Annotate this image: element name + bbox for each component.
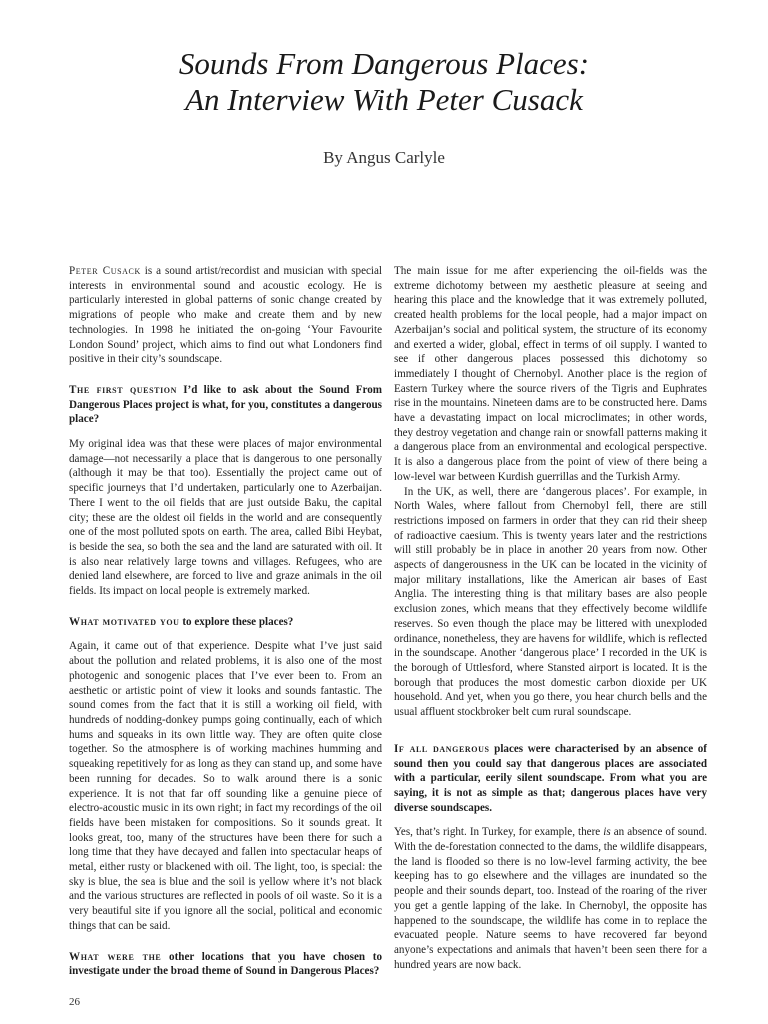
- question-1-text: I’d like to ask about the Sound From Dangerous Places project is what, for you, constitutes a dangerous place?: [69, 383, 382, 426]
- question-3-lead: What were the: [69, 950, 162, 963]
- intro-lead: Peter Cusack: [69, 265, 141, 277]
- question-2-text: to explore these places?: [179, 615, 294, 628]
- answer-3-paragraph-2: In the UK, as well, there are ‘dangerous places’. For example, in North Wales, where fallout from Chernobyl fell, there are still restrictions imposed on farmers in order that they can rid their sheep of radioactive caesium. This is twenty years later and the restrictions will still probably be in place in another 20 years from now. Other aspects of dangerousness in the UK can be located in the vicinity of major military installations, like the American air bases of East Anglia. The interesting thing is that military bases are also people exclusion zones, which means that they effectively become wildlife reserves. So even though the place may be littered with unexploded ordinance, nonetheless, they are havens for wildlife, which is reflected in the soundscape. Another ‘dangerous place’ I recorded in the UK is the borough of Uttlesford, where Stansted airport is located. It is the borough that produces the most domestic carbon dioxide per UK household. And yet, when you go there, you hear church bells and the usual affluent stockbroker belt cum rural soundscape.: [394, 485, 707, 719]
- answer-4-text-start: Yes, that’s right. In Turkey, for example, there: [394, 826, 604, 839]
- question-2: [69, 615, 382, 630]
- answer-2: Again, it came out of that experience. Despite what I’ve just said about the pollution and related problems, it is also one of the most photogenic and sonogenic places that I’ve ever been to. From an aesthetic or artistic point of view it looks and sounds fantastic. The sound comes from the fact that it is still a working oil field, with hundreds of nodding-donkey pumps going continually, each of which hums and squeaks in its own little way. They are often quite close together. So the atmosphere is of working machines humming and squeaking repetitively for as long as they can stand up, and some have been running for decades. So to walk around there is a sonic experience. It is not that far off sounding like a genuine piece of electro-acoustic music in its own right; in fact my recordings of the oil fields have been mistaken for compositions. So it sounds great. It looks great, too, many of the structures have been there for such a long time that they have decayed and fallen into spectacular heaps of metal, either rusty or blackened with oil. The light, too, is special: the sky is blue, the sea is blue and the soil is yellow where it’s not black and the various structures are reflected in pools of oil waste. So it is a very beautiful site if you ignore all the social, political and economic things that can be said.: [69, 640, 383, 932]
- question-4-lead: If all dangerous: [394, 742, 490, 755]
- question-2-lead: What motivated you: [69, 615, 180, 628]
- question-4: [394, 742, 707, 816]
- question-3-text: other locations that you have chosen to investigate under the broad theme of Sound in Dangerous Places?: [69, 950, 382, 978]
- left-column: [69, 264, 382, 989]
- intro-text: is a sound artist/recordist and musician with special interests in environmental sound and acoustic ecology. He is particularly interested in global patterns of sonic change created by migrations of people who make and create them and by new technologies. In 1998 he initiated the on-going ‘Your Favourite London Sound’ project, which aims to find out what Londoners find positive in their city’s soundscape.: [69, 265, 383, 366]
- article-title: [0, 46, 768, 118]
- question-3: [69, 950, 382, 979]
- answer-4: [394, 825, 707, 972]
- question-4-text: places were characterised by an absence of sound then you could say that dangerous places are associated with a particular, eerily silent soundscape. From what you are saying, it is not as simple as that; dangerous places have very diverse soundscapes.: [394, 742, 707, 814]
- page-number: 26: [69, 996, 80, 1008]
- question-1-lead: The first question: [69, 383, 178, 396]
- answer-3-paragraph-1: The main issue for me after experiencing the oil-fields was the extreme dichotomy between my aesthetic pleasure at seeing and hearing this place and the knowledge that it was extremely polluted, created health problems for the local people, had a major impact on Azerbaijan’s social and political system, the structure of its economy and exerted a wider, global, effect in terms of oil supply. I wanted to see if other dangerous places possessed this dichotomy so immediately I thought of Chernobyl. Another place is the region of Eastern Turkey where the source rivers of the Tigris and Euphrates rise in the mountains. Nineteen dams are to be constructed here. Dams have a devastating impact on local microclimates; in other words, they destroy vegetation and change rain or snowfall patterns making it a dangerous place from an environmental and ecological perspective. It is also a dangerous place from the point of view of there being a low-level war between Kurdish guerrillas and the Turkish Army.: [394, 265, 707, 483]
- question-1: [69, 383, 382, 427]
- answer-1: My original idea was that these were places of major environmental damage—not necessarily a place that is dangerous to one personally (although it may be that too). Essentially the project came out of specific journeys that I’d undertaken, particularly one to Azerbaijan. There I went to the oil fields that are just outside Baku, the capital city; these are the oldest oil fields in the world and are consequently one of the most polluted spots on earth. The area, called Bibi Heybat, is beside the sea, so both the sea and the land are saturated with oil. It is also near relatively large towns and villages. Refugees, who are denied land elsewhere, are forced to live and graze animals in the oil fields. Its impact on local people is extremely marked.: [69, 438, 382, 598]
- article-title-line-1: Sounds From Dangerous Places:: [178, 46, 590, 81]
- article-title-line-2: An Interview With Peter Cusack: [185, 82, 583, 117]
- right-column: [394, 264, 707, 972]
- intro-paragraph: [69, 264, 382, 367]
- answer-4-text-end: an absence of sound. With the de-forestation connected to the dams, the wildlife disappears, the land is flooded so there is no low-level farming activity, the bee keeping has to go elsewhere and the villages are inundated so the people and their sounds depart, too. Instead of the roaring of the river you get a gentle lapping of the lake. In Chernobyl, the opposite has happened to the soundscape, the wildlife has come in to replace the evacuated people. Nature seems to have recovered far beyond anyone’s expectations and animals that haven’t been seen there for a hundred years are now back.: [394, 826, 707, 971]
- answer-4-emphasis: is: [603, 826, 611, 839]
- byline: By Angus Carlyle: [323, 148, 445, 167]
